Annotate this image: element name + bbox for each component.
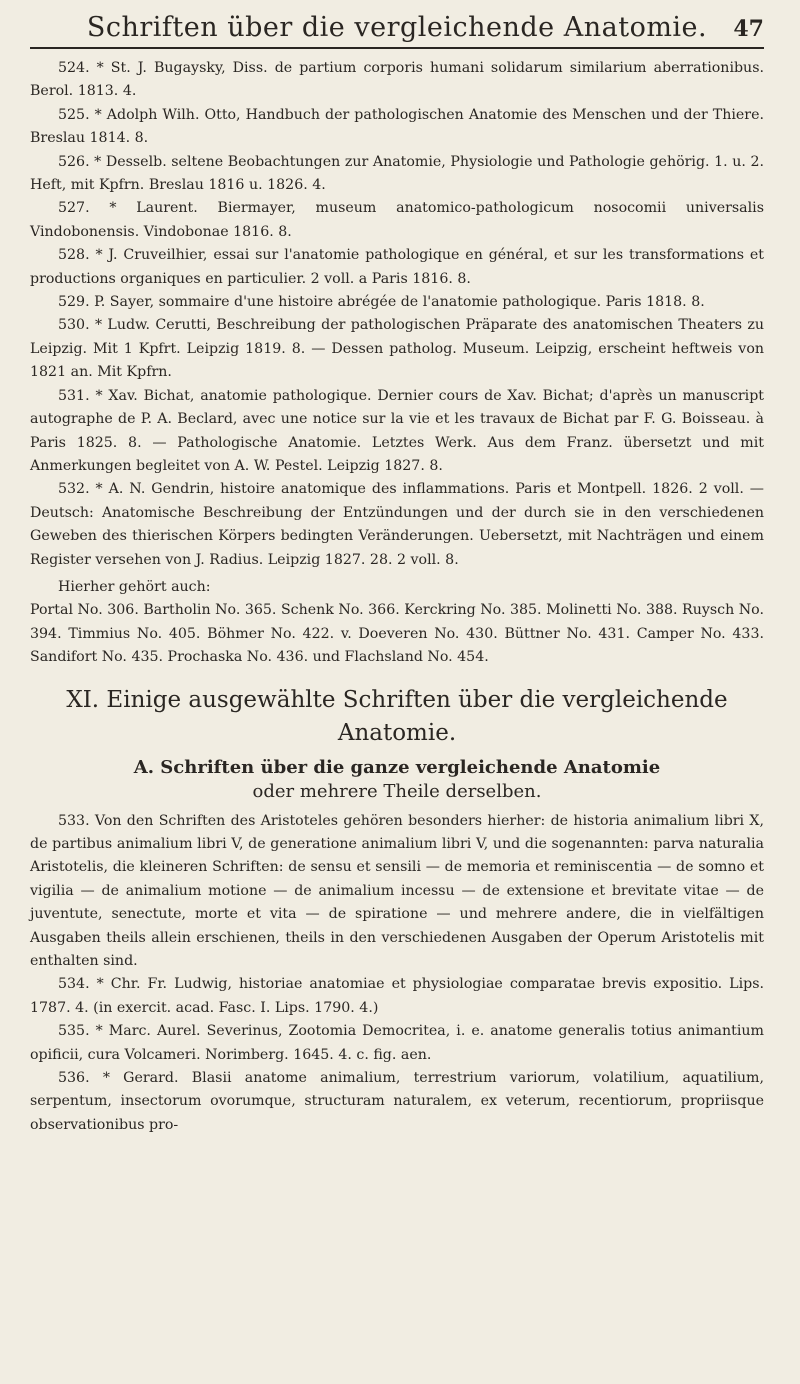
entry-534: 534. * Chr. Fr. Ludwig, historiae anatomiae et physiologiae comparatae brevis expositio. Lips. 1787. 4. (in exercit. acad. Fasc. I. Lips. 1790. 4.) [30,976,764,1016]
subsection-title-line1: A. Schriften über die ganze vergleichende Anatomie [133,756,661,778]
entry-529: 529. P. Sayer, sommaire d'une histoire abrégée de l'anatomie pathologique. Paris 1818. 8. [58,294,705,311]
section-heading [30,684,764,750]
entry-525: 525. * Adolph Wilh. Otto, Handbuch der pathologischen Anatomie des Menschen und der Thiere. Breslau 1814. 8. [30,106,764,147]
also-list: Portal No. 306. Bartholin No. 365. Schenk No. 366. Kerckring No. 385. Molinetti No. 388. Ruysch No. 394. Timmius No. 405. Böhmer No. 422. v. Doeveren No. 430. Büttner No. 431. Camper No. 433. Sandifort No. 435. Prochaska No. 436. und Flachsland No. 454. [30,602,764,666]
running-header [30,12,764,49]
bibliography-entries [30,57,764,1137]
running-title: Schriften über die vergleichende Anatomie. [86,12,708,43]
entry-531: 531. * Xav. Bichat, anatomie pathologique. Dernier cours de Xav. Bichat; d'après un manuscript autographe de P. A. Beclard, avec une notice sur la vie et les travaux de Bichat par F. G. Boisseau. à Paris 1825. 8. — Pathologische Anatomie. Letztes Werk. Aus dem Franz. übersetzt und mit Anmerkungen begleitet von A. W. Pestel. Leipzig 1827. 8. [30,387,764,474]
section-title-line2: Anatomie. [337,719,457,746]
subsection-title-line2: oder mehrere Theile derselben. [252,780,542,802]
entry-535: 535. * Marc. Aurel. Severinus, Zootomia Democritea, i. e. anatome generalis totius animantium opificii, cura Volcameri. Norimberg. 1645. 4. c. fig. aen. [30,1023,764,1063]
entry-533: 533. Von den Schriften des Aristoteles gehören besonders hierher: de historia animalium libri X, de partibus animalium libri V, de generatione animalium libri V, und die sogenannten: parva naturalia Aristotelis, die kleineren Schriften: de sensu et sensili — de memoria et reminiscentia — de somno et vigilia — de animalium motione — de animalium incessu — de extensione et brevitate vitae — de juventute, senectute, morte et vita — de spiratione — und mehrere andere, die in vielfältigen Ausgaben theils allein erschienen, theils in den verschiedenen Ausgaben der Operum Aristotelis mit enthalten sind. [30,812,764,969]
entry-532: 532. * A. N. Gendrin, histoire anatomique des inflammations. Paris et Montpell. 1826. 2 voll. — Deutsch: Anatomische Beschreibung der Entzündungen und der durch sie in den verschiedenen Geweben des thierischen Körpers bedingten Veränderungen. Uebersetzt, mit Nachträgen und einem Register versehen von J. Radius. Leipzig 1827. 28. 2 voll. 8. [30,481,764,568]
entry-527: 527. * Laurent. Biermayer, museum anatomico-pathologicum nosocomii universalis Vindobonensis. Vindobonae 1816. 8. [30,200,764,240]
entry-530: 530. * Ludw. Cerutti, Beschreibung der pathologischen Präparate des anatomischen Theaters zu Leipzig. Mit 1 Kpfrt. Leipzig 1819. 8. — Dessen patholog. Museum. Leipzig, erscheint heftweis von 1821 an. Mit Kpfrn. [30,317,764,381]
entry-526: 526. * Desselb. seltene Beobachtungen zur Anatomie, Physiologie und Pathologie gehörig. 1. u. 2. Heft, mit Kpfrn. Breslau 1816 u. 1826. 4. [30,153,764,194]
page-number: 47 [733,16,764,42]
also-intro: Hierher gehört auch: [58,578,211,595]
subsection-heading [30,756,764,804]
entry-536: 536. * Gerard. Blasii anatome animalium, terrestrium variorum, volatilium, aquatilium, serpentum, insectorum ovorumque, structuram naturalem, ex veterum, recentiorum, propriisque observationibus pro- [30,1070,764,1133]
entry-524: 524. * St. J. Bugaysky, Diss. de partium corporis humani solidarum similarium aberrationibus. Berol. 1813. 4. [30,60,764,100]
section-title-line1: XI. Einige ausgewählte Schriften über die vergleichende [66,686,728,713]
entry-528: 528. * J. Cruveilhier, essai sur l'anatomie pathologique en général, et sur les transformations et productions organiques en particulier. 2 voll. a Paris 1816. 8. [30,247,764,287]
